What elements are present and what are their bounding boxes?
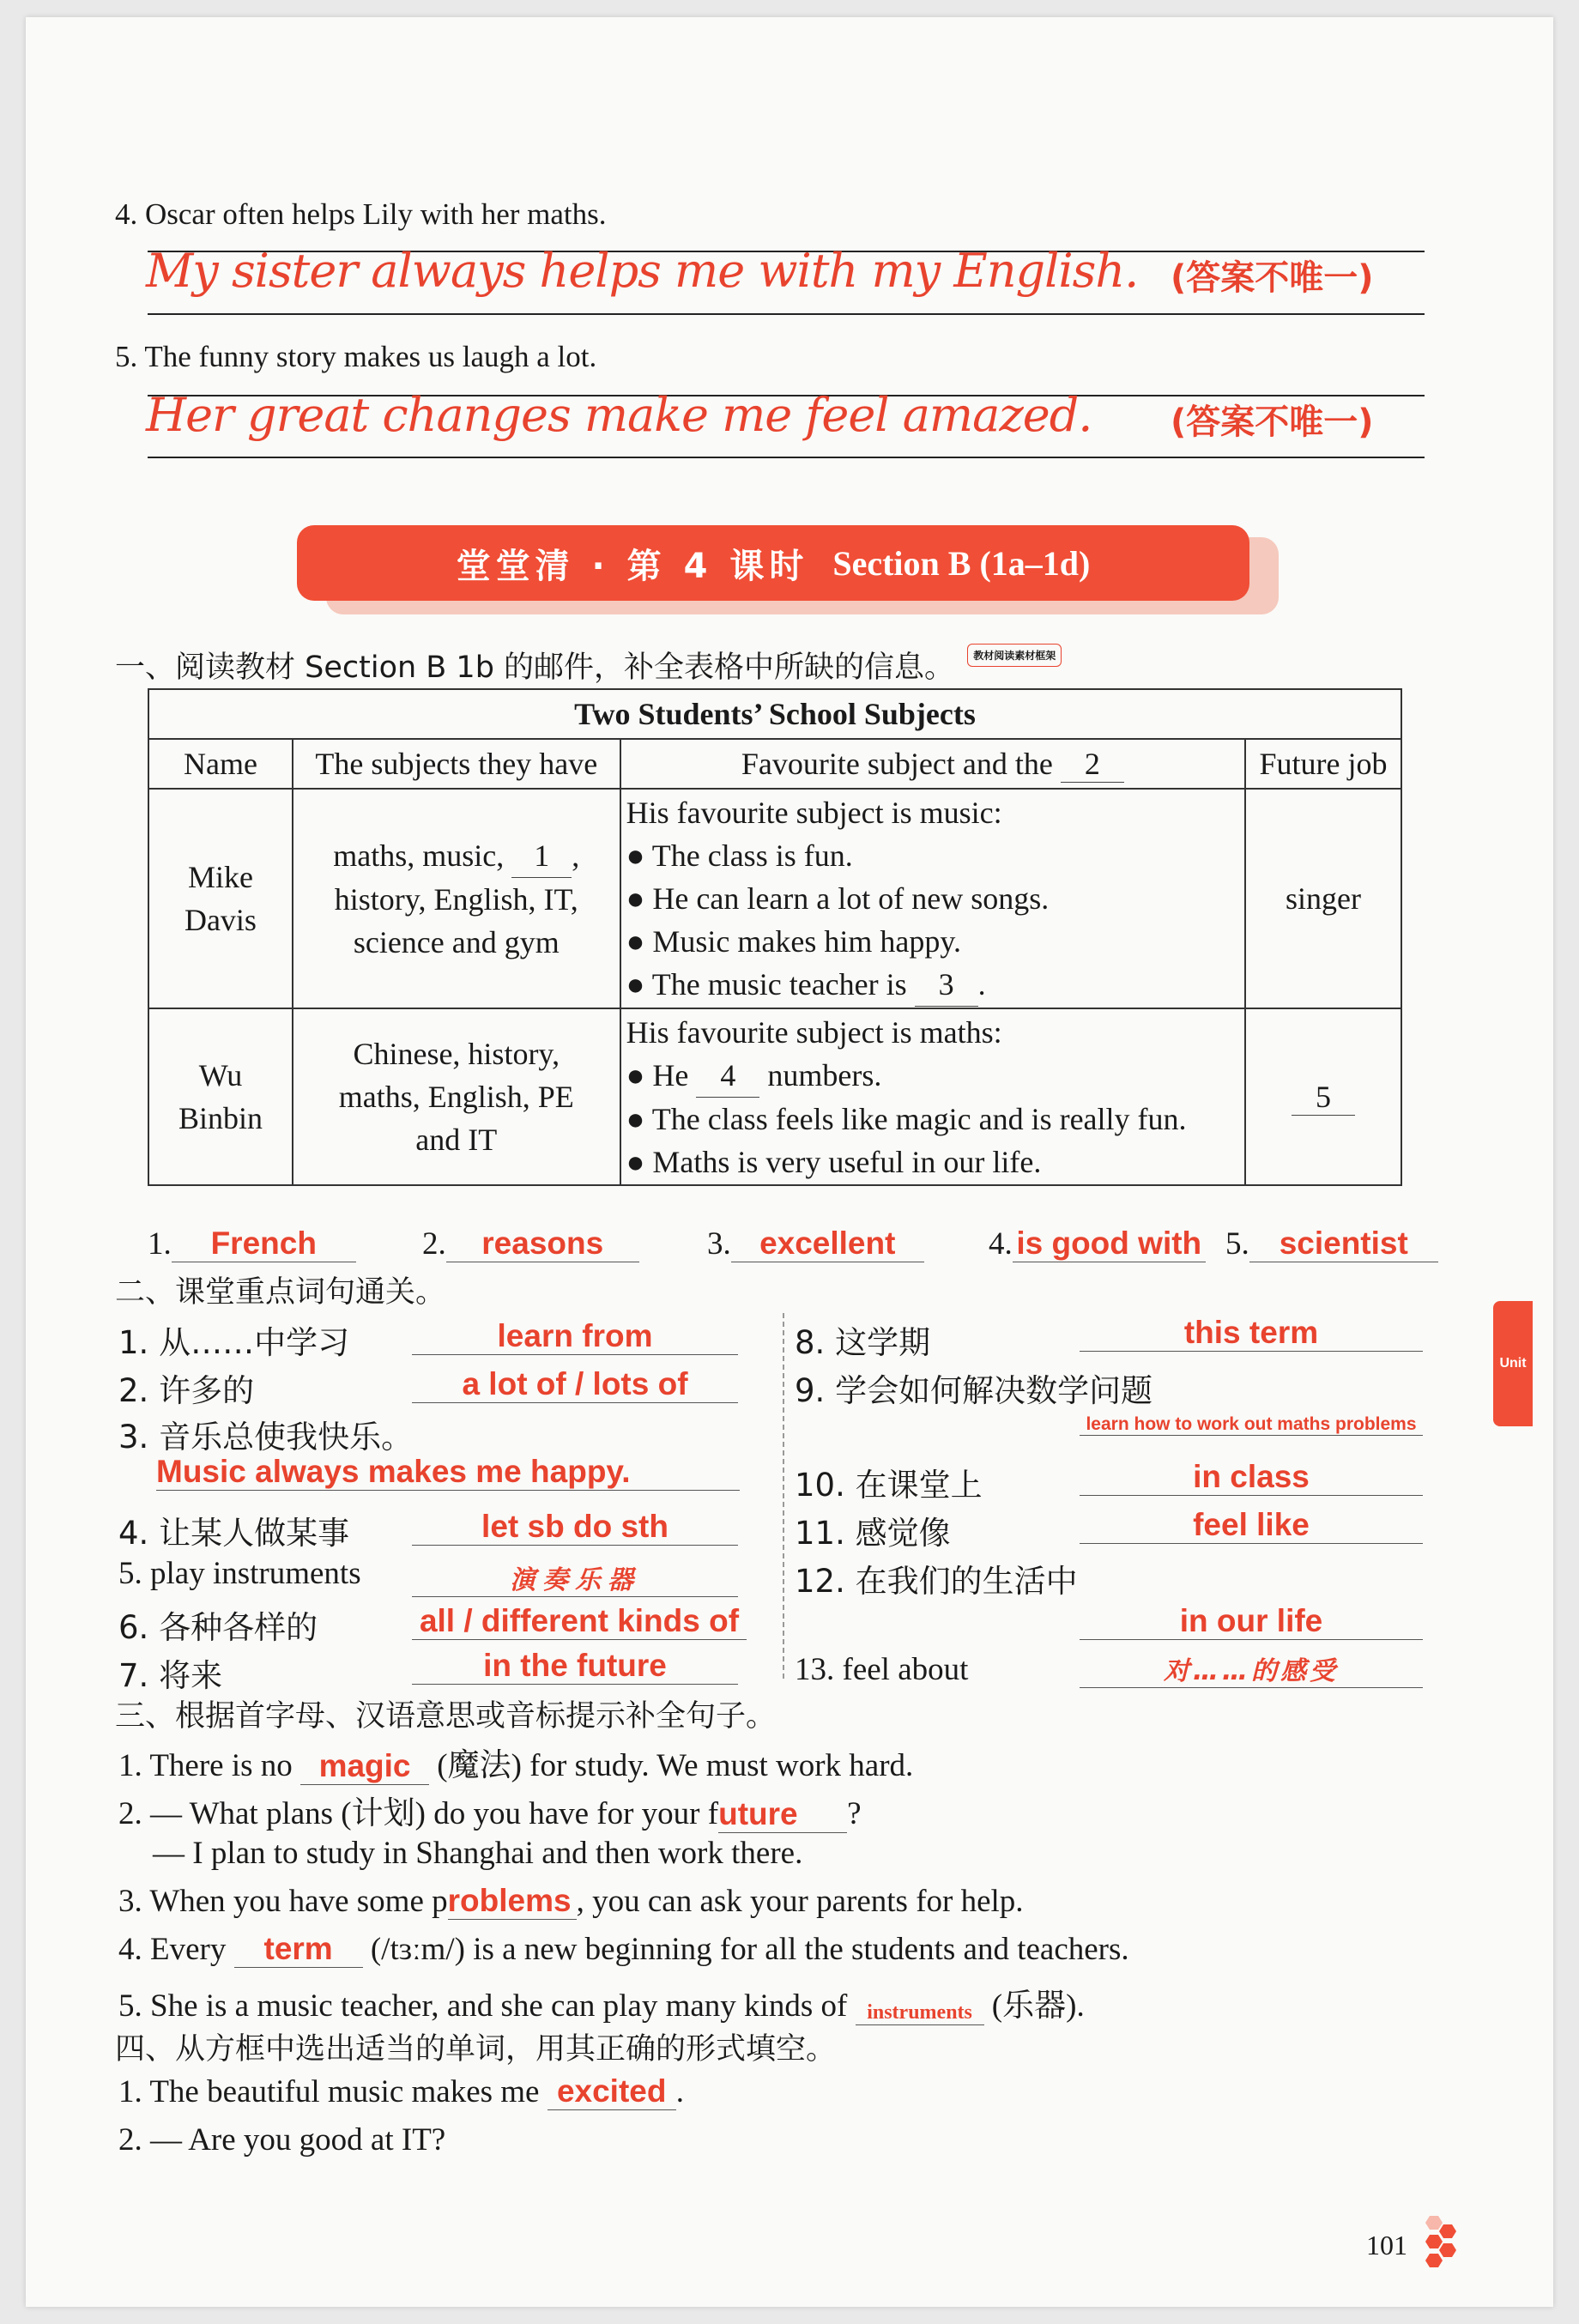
subjects-table: [148, 688, 1402, 1186]
job-cell: [1245, 1008, 1401, 1185]
rewrite-question-4: 4. Oscar often helps Lily with her maths.: [115, 197, 607, 231]
name-cell: [148, 789, 293, 1008]
name-cell: [148, 1008, 293, 1185]
blank-2: 2: [1061, 746, 1124, 783]
answer-number: 1.: [148, 1226, 172, 1262]
sentence-text: .: [675, 2074, 684, 2109]
p2-q13: 13. feel about: [795, 1652, 969, 1687]
hexagon-decoration-icon: [1413, 2212, 1464, 2281]
blank-1: 1: [511, 834, 572, 878]
sentence-text: ?: [847, 1796, 862, 1831]
favourite-line: His favourite subject is music:: [626, 795, 1002, 830]
bullet-text: The music teacher is: [651, 966, 907, 1002]
bullet-text: Music makes him happy.: [652, 923, 962, 959]
header-favourite-text: Favourite subject and the: [741, 746, 1053, 781]
answer-number: 5.: [1225, 1226, 1249, 1262]
subjects-line: [293, 834, 620, 878]
sentence-text: 3. When you have some p: [118, 1884, 448, 1919]
p3-s3: [118, 1883, 1024, 1920]
p2-q12: 12. 在我们的生活中: [795, 1563, 1078, 1600]
p2-q4: 4. 让某人做某事: [118, 1515, 350, 1552]
header-name: Name: [148, 739, 293, 789]
answer-3: [707, 1226, 924, 1262]
side-tab-label: Unit: [1499, 1356, 1527, 1371]
part2-heading: 二、课堂重点词句通关。: [115, 1275, 446, 1310]
answer-5: [1225, 1226, 1438, 1262]
p4-s1: [118, 2073, 684, 2110]
p2-q9: 9. 学会如何解决数学问题: [795, 1372, 1153, 1409]
job-cell: singer: [1245, 789, 1401, 1008]
bullet-text: He: [652, 1057, 689, 1092]
answer-text: instruments: [856, 2001, 984, 2025]
answer-text: French: [172, 1226, 356, 1262]
bullet-item: ● He can learn a lot of new songs.: [626, 881, 1050, 916]
subjects-line: science and gym: [353, 924, 560, 959]
sentence-text: (魔法) for study. We must work hard.: [437, 1748, 914, 1783]
banner-section: Section B (1a–1d): [832, 543, 1091, 583]
page-number: 101: [1366, 2230, 1407, 2260]
blank-5: 5: [1292, 1079, 1355, 1116]
subjects-line: history, English, IT,: [334, 881, 578, 917]
p2-q3: 3. 音乐总使我快乐。: [118, 1419, 414, 1456]
p2-q2: 2. 许多的: [118, 1372, 255, 1409]
rewrite-question-5: 5. The funny story makes us laugh a lot.: [115, 340, 597, 373]
table-row: [148, 789, 1401, 1008]
p2-a8: this term: [1080, 1315, 1423, 1352]
comma: ,: [572, 838, 580, 873]
p3-s4: [118, 1931, 1129, 1968]
sentence-text: 5. She is a music teacher, and she can play many kinds of: [118, 1988, 848, 2024]
part1-heading-text: 一、阅读教材 Section B 1b 的邮件，补全表格中所缺的信息。: [115, 651, 955, 685]
banner-title: 堂堂清 · 第 4 课时: [456, 546, 809, 586]
bullet-item: ● The music teacher is 3 .: [626, 963, 1244, 1007]
bullet-text: The class is fun.: [651, 838, 853, 873]
bullet-item: ● The class is fun.: [626, 838, 853, 873]
p2-q6: 6. 各种各样的: [118, 1609, 318, 1646]
bullet-item: ● Music makes him happy.: [626, 923, 962, 959]
p3-s5: [118, 1979, 1085, 2025]
answer-text: roblems: [448, 1883, 577, 1920]
answer-text: uture: [718, 1796, 847, 1833]
sentence-text: (/tɜːm/) is a new beginning for all the students and teachers.: [370, 1932, 1129, 1967]
bullet-text: The class feels like magic and is really fun.: [651, 1101, 1187, 1136]
answer-text: reasons: [446, 1226, 639, 1262]
sentence-text: 4. Every: [118, 1932, 227, 1967]
p2-q11: 11. 感觉像: [795, 1515, 951, 1552]
header-subjects: The subjects they have: [293, 739, 620, 789]
favourite-line: His favourite subject is maths:: [626, 1014, 1002, 1050]
p2-a6: all / different kinds of: [412, 1603, 747, 1640]
sentence-text: 1. The beautiful music makes me: [118, 2074, 540, 2109]
answer-number: 3.: [707, 1226, 731, 1262]
p3-s2: [118, 1787, 862, 1833]
p2-q8: 8. 这学期: [795, 1324, 931, 1361]
subjects-line: Chinese, history,: [353, 1037, 560, 1071]
answer-note: (答案不唯一): [1171, 258, 1374, 298]
period: .: [977, 966, 986, 1002]
bullet-item: ● He 4 numbers.: [626, 1054, 1244, 1098]
part3-heading: 三、根据首字母、汉语意思或音标提示补全句子。: [115, 1699, 777, 1734]
sentence-text: (乐器).: [991, 1988, 1085, 2024]
p2-a13: 对……的感受: [1080, 1649, 1423, 1688]
workbook-page: [26, 17, 1553, 2307]
subjects-cell: [293, 1008, 620, 1185]
blank-3: 3: [915, 963, 978, 1007]
answer-text: is good with: [1013, 1226, 1206, 1262]
answer-text: magic: [300, 1748, 429, 1785]
p2-q5: 5. play instruments: [118, 1556, 361, 1591]
sentence-text: 2. — What plans (计划) do you have for your f: [118, 1796, 719, 1831]
p4-s2: 2. — Are you good at IT?: [118, 2122, 446, 2158]
name-binbin: Binbin: [178, 1101, 263, 1135]
answer-text: scientist: [1249, 1226, 1438, 1262]
answer-text: excellent: [731, 1226, 924, 1262]
answer-2: [422, 1226, 639, 1262]
answer-1: [148, 1226, 356, 1262]
lesson-banner: [297, 525, 1249, 601]
answer-text: excited: [548, 2073, 676, 2110]
writing-line: [148, 313, 1425, 315]
p3-s2b: — I plan to study in Shanghai and then work there.: [153, 1836, 803, 1871]
subjects-line: and IT: [415, 1123, 498, 1157]
rewrite-answer-4: My sister always helps me with my English.: [146, 244, 1139, 298]
bullet-item: ● Maths is very useful in our life.: [626, 1144, 1042, 1179]
p2-q7: 7. 将来: [118, 1657, 223, 1694]
subjects-cell: [293, 789, 620, 1008]
p2-a1: learn from: [412, 1318, 738, 1355]
part1-heading: [115, 644, 1062, 687]
header-favourite: [620, 739, 1245, 789]
answer-note: (答案不唯一): [1171, 402, 1374, 442]
name-davis: Davis: [184, 903, 257, 937]
p3-s1: [118, 1739, 913, 1785]
p2-a5: 演奏乐器: [412, 1558, 738, 1597]
name-wu: Wu: [198, 1058, 243, 1092]
answer-number: 4.: [989, 1226, 1013, 1262]
header-future-job: Future job: [1245, 739, 1401, 789]
table-title: Two Students’ School Subjects: [148, 689, 1401, 739]
p2-a3: Music always makes me happy.: [156, 1454, 740, 1491]
sentence-text: , you can ask your parents for help.: [576, 1884, 1024, 1919]
rewrite-answer-5: Her great changes make me feel amazed.: [146, 388, 1092, 442]
name-mike: Mike: [187, 860, 253, 894]
p2-a7: in the future: [412, 1648, 738, 1685]
p2-a11: feel like: [1080, 1507, 1423, 1544]
bullet-text: numbers.: [767, 1057, 882, 1092]
answer-4: [989, 1226, 1206, 1262]
subjects-line: maths, English, PE: [338, 1080, 574, 1114]
p2-a4: let sb do sth: [412, 1509, 738, 1546]
answer-text: term: [234, 1931, 363, 1968]
subjects-text: maths, music,: [333, 838, 505, 873]
table-row: [148, 1008, 1401, 1185]
sentence-text: 1. There is no: [118, 1748, 293, 1783]
bullet-text: He can learn a lot of new songs.: [652, 881, 1050, 916]
favourite-cell: [620, 789, 1245, 1008]
bullet-text: Maths is very useful in our life.: [652, 1144, 1042, 1179]
p2-q1: 1. 从……中学习: [118, 1324, 350, 1361]
part4-heading: 四、从方框中选出适当的单词，用其正确的形式填空。: [115, 2032, 837, 2067]
p2-a10: in class: [1080, 1459, 1423, 1496]
favourite-cell: [620, 1008, 1245, 1185]
p2-a9: learn how to work out maths problems: [1080, 1414, 1423, 1436]
blank-4: 4: [696, 1054, 759, 1098]
reading-tag: 教材阅读素材框架: [967, 644, 1062, 667]
p2-a12: in our life: [1080, 1603, 1423, 1640]
p2-a2: a lot of / lots of: [412, 1366, 738, 1403]
answer-number: 2.: [422, 1226, 446, 1262]
bullet-item: ● The class feels like magic and is really fun.: [626, 1101, 1187, 1136]
writing-line: [148, 457, 1425, 458]
p2-q10: 10. 在课堂上: [795, 1467, 983, 1504]
unit-side-tab: [1493, 1301, 1533, 1426]
column-divider: [783, 1313, 784, 1679]
